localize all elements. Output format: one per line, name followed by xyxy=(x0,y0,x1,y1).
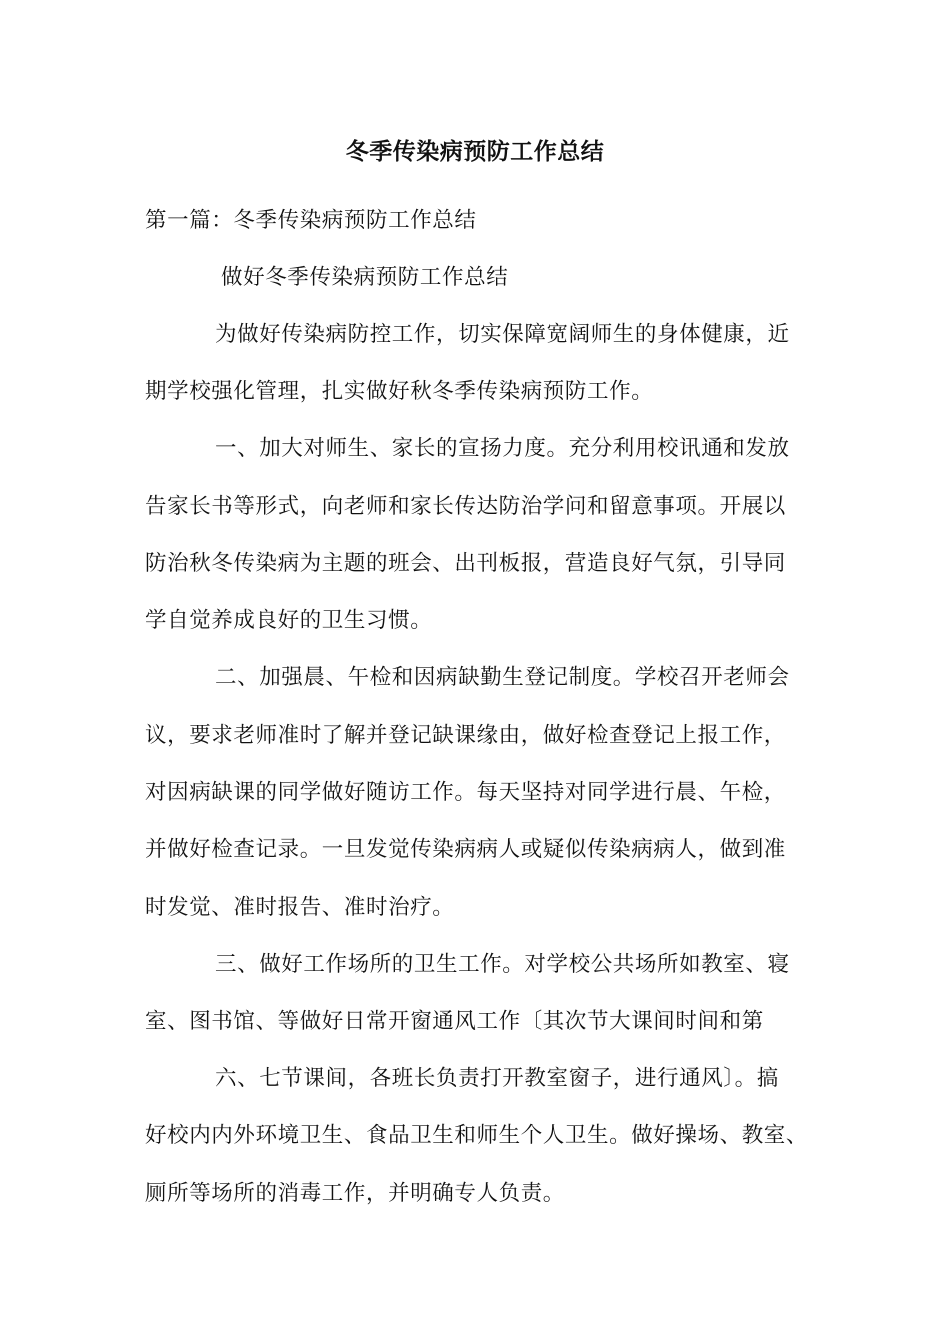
paragraph-line: 为做好传染病防控工作，切实保障宽阔师生的身体健康，近 xyxy=(215,322,790,347)
paragraph-line: 防治秋冬传染病为主题的班会、出刊板报，营造良好气氛，引导同 xyxy=(145,551,786,576)
paragraph-line: 并做好检查记录。一旦发觉传染病病人或疑似传染病病人，做到准 xyxy=(145,837,786,862)
paragraph-line: 对因病缺课的同学做好随访工作。每天坚持对同学进行晨、午检， xyxy=(145,780,786,805)
paragraph-line: 学自觉养成良好的卫生习惯。 xyxy=(145,608,433,633)
paragraph-line: 室、图书馆、等做好日常开窗通风工作〔其次节大课间时间和第 xyxy=(145,1009,764,1034)
paragraph-line: 六、七节课间，各班长负责打开教室窗子，进行通风〕。搞 xyxy=(215,1066,779,1091)
paragraph-line: 期学校强化管理，扎实做好秋冬季传染病预防工作。 xyxy=(145,379,654,404)
paragraph-line: 好校内内外环境卫生、食品卫生和师生个人卫生。做好操场、教室、 xyxy=(145,1123,809,1148)
paragraph-line: 厕所等场所的消毒工作，并明确专人负责。 xyxy=(145,1181,565,1206)
document-title: 冬季传染病预防工作总结 xyxy=(345,139,605,165)
paragraph-line: 一、加大对师生、家长的宣扬力度。充分利用校讯通和发放 xyxy=(215,436,790,461)
paragraph-line: 时发觉、准时报告、准时治疗。 xyxy=(145,895,455,920)
paragraph-line: 议，要求老师准时了解并登记缺课缘由，做好检查登记上报工作， xyxy=(145,723,786,748)
document-subtitle: 做好冬季传染病预防工作总结 xyxy=(221,265,509,290)
paragraph-line: 三、做好工作场所的卫生工作。对学校公共场所如教室、寝 xyxy=(215,952,790,977)
paragraph-line: 二、加强晨、午检和因病缺勤生登记制度。学校召开老师会 xyxy=(215,665,790,690)
paragraph-line: 告家长书等形式，向老师和家长传达防治学问和留意事项。开展以 xyxy=(145,494,786,519)
section-heading: 第一篇：冬季传染病预防工作总结 xyxy=(145,208,477,233)
